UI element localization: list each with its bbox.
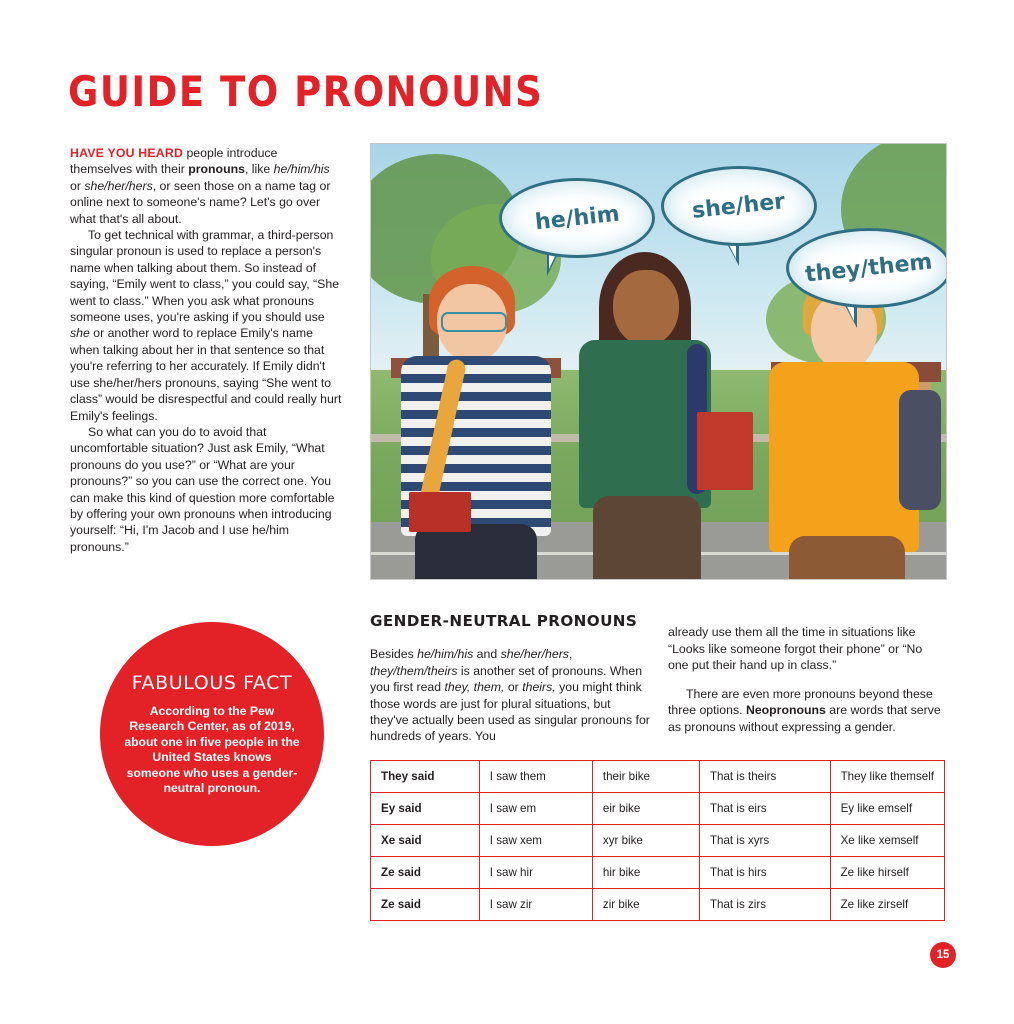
table-cell: I saw them [479,761,592,793]
p1-italic-1: he/him/his [273,162,330,177]
gn-paragraph-2: already use them all the time in situations like “Looks like someone forgot their phone” or “No one put their hand up in class.” [668,625,923,673]
gn-paragraph-1 [370,646,652,744]
table-cell: Ze like hirself [830,857,944,889]
table-cell: They like themself [830,761,944,793]
table-cell: That is hirs [699,857,830,889]
fabulous-fact-callout [100,622,324,846]
table-cell: their bike [592,761,699,793]
head [613,270,679,346]
bubble-text: they/them [804,248,934,288]
pronoun-table [370,760,945,921]
glasses-icon [441,312,507,332]
p1-mid: , like [244,162,274,177]
speech-bubble-she-her [661,166,817,246]
table-cell: xyr bike [592,825,699,857]
table-cell: Ze said [371,857,480,889]
torso [769,362,919,552]
table-row [371,857,945,889]
gn-f: you might think those words are just for plural situations, but they've actually been used as singular pronouns for hundreds of years. You [370,680,650,744]
table-cell: That is zirs [699,889,830,921]
article-paragraph-2 [70,227,342,424]
gn-c: , [568,647,573,662]
p1-bold: pronouns [188,162,245,177]
gn-italic-1: he/him/his [417,647,474,662]
legs [415,524,537,580]
p1-or: or [70,178,85,193]
page-number-badge: 15 [930,942,956,968]
table-cell: They said [371,761,480,793]
lead-in-text: HAVE YOU HEARD [70,146,184,160]
table-cell: eir bike [592,793,699,825]
gn-paragraph-3 [668,686,946,735]
gn-e: or [504,680,523,695]
gn-d: is another set of pronouns. When you first read [370,663,643,695]
table-cell: Ey like emself [830,793,944,825]
table-row [371,761,945,793]
table-cell: I saw hir [479,857,592,889]
table-cell: Ze said [371,889,480,921]
article-paragraph-1 [70,145,342,227]
table-cell: zir bike [592,889,699,921]
gn-b: and [473,647,501,662]
table-row [371,793,945,825]
table-row [371,825,945,857]
book [409,492,471,532]
gn-right-b2: are words that serve as pronouns without expressing a gender. [668,703,941,734]
table-row [371,889,945,921]
gn-italic-3: they/them/theirs [370,663,458,678]
table-cell: Ze like zirself [830,889,944,921]
bubble-text: she/her [691,188,787,224]
p2-a: To get technical with grammar, a third-person singular pronoun is used to replace a person's name when talking about them. So instead of saying, “Emily went to class,” you could say, “She went to class.” When you ask what pronouns someone uses, you're asking if you should use [70,228,340,325]
article-paragraph-3: So what can you do to avoid that uncomfortable situation? Just ask Emily, “What pronouns do you use?” or “What are your pronouns?” so you can use the correct one. You can make this kind of question more comfortable by offering your own pronouns when introducing yourself: “Hi, I'm Jacob and I use he/him pronouns.” [70,424,335,554]
p2-b: or another word to replace Emily's name when talking about her in that sentence so that you're referring to her accurately. If Emily didn't use she/her/hers pronouns, saying “She went to class” would be disrespectful and could really hurt Emily's feelings. [70,326,342,423]
neopronouns-bold: Neopronouns [745,703,826,718]
gender-neutral-column-left [370,634,652,757]
fact-body: According to the Pew Research Center, as of 2019, about one in five people in the United States knows someone who uses a gender-neutral pronoun. [124,703,300,795]
table-cell: I saw em [479,793,592,825]
gn-italic-2: she/her/hers [500,647,569,662]
backpack [899,390,941,510]
gn-a: Besides [370,647,418,662]
bubble-text: he/him [533,201,621,235]
fact-title: FABULOUS FACT [131,671,293,694]
p2-italic: she [70,326,90,341]
speech-bubble-he-him [499,178,655,258]
legs [789,536,905,580]
illustration [370,143,947,580]
p1-italic-2: she/her/hers [84,178,153,193]
table-cell: hir bike [592,857,699,889]
p1-rest: people introduce themselves with their [70,146,278,177]
table-cell: Xe said [371,825,480,857]
legs [593,496,701,580]
table-cell: I saw xem [479,825,592,857]
gender-neutral-heading: GENDER-NEUTRAL PRONOUNS [370,612,638,630]
gn-right-b1: There are even more pronouns beyond these three options. [668,686,933,718]
table-cell: That is theirs [699,761,830,793]
article-body [70,145,342,555]
table-cell: I saw zir [479,889,592,921]
table-cell: Ey said [371,793,480,825]
book [697,412,753,490]
gender-neutral-column-right [668,612,946,747]
table-cell: That is xyrs [699,825,830,857]
table-cell: Xe like xemself [830,825,944,857]
table-body [371,761,945,921]
p1-end: , or seen those on a name tag or online next to someone's name? Let's go over what that's all about. [70,178,331,226]
page-title: GUIDE TO PRONOUNS [68,68,544,117]
table-cell: That is eirs [699,793,830,825]
speech-bubble-they-them [786,228,947,308]
gn-italic-5: theirs, [522,680,556,695]
gn-italic-4: they, them, [444,680,505,695]
